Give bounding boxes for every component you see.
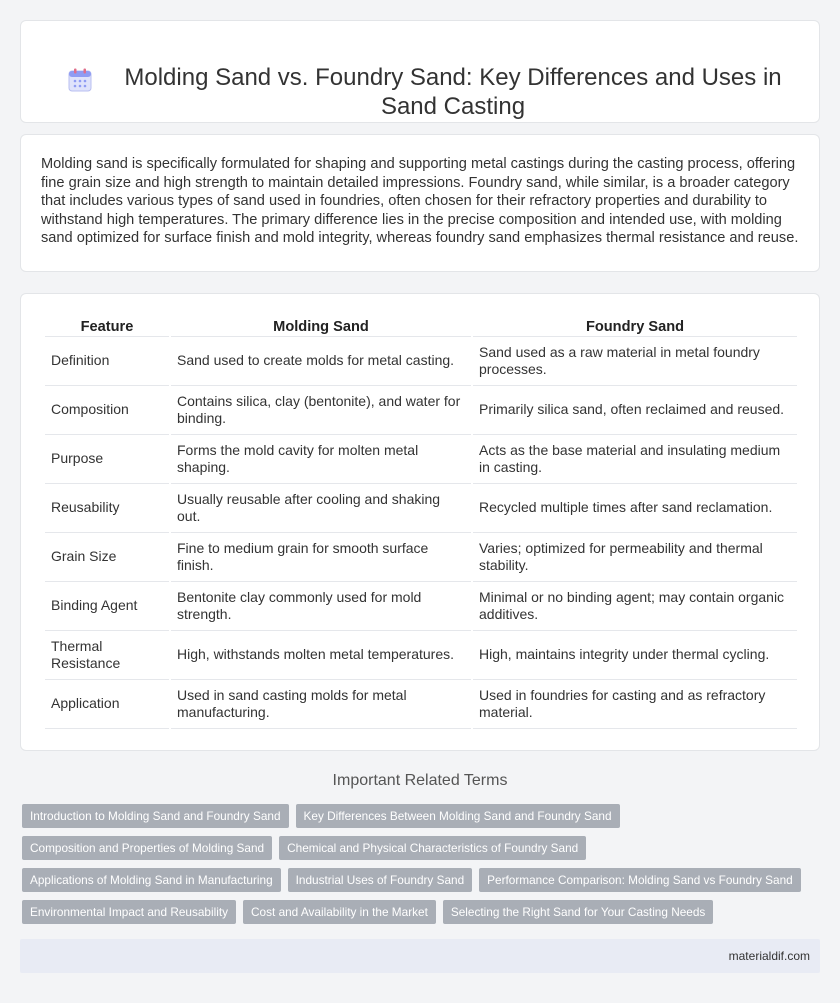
molding-cell: Contains silica, clay (bentonite), and water for binding.	[171, 386, 471, 435]
molding-cell: High, withstands molten metal temperatures.	[171, 631, 471, 680]
header-feature: Feature	[45, 316, 169, 337]
related-term-tag[interactable]: Industrial Uses of Foundry Sand	[288, 868, 473, 892]
tag-row	[22, 836, 822, 860]
tag-row	[22, 900, 822, 924]
footer	[20, 939, 820, 973]
comparison-table-card	[20, 293, 820, 751]
table-row	[45, 631, 797, 680]
calendar-icon	[67, 68, 93, 92]
table-row	[45, 435, 797, 484]
related-term-tag[interactable]: Applications of Molding Sand in Manufacturing	[22, 868, 281, 892]
molding-cell: Fine to medium grain for smooth surface finish.	[171, 533, 471, 582]
table-row	[45, 484, 797, 533]
related-term-tag[interactable]: Selecting the Right Sand for Your Casting Needs	[443, 900, 713, 924]
related-term-tag[interactable]: Introduction to Molding Sand and Foundry Sand	[22, 804, 289, 828]
header-foundry-sand: Foundry Sand	[473, 316, 797, 337]
foundry-cell: Sand used as a raw material in metal foundry processes.	[473, 337, 797, 386]
intro-card	[20, 134, 820, 272]
table-row	[45, 533, 797, 582]
foundry-cell: High, maintains integrity under thermal cycling.	[473, 631, 797, 680]
related-terms-heading: Important Related Terms	[332, 772, 508, 789]
table-row	[45, 582, 797, 631]
related-terms-list	[22, 804, 822, 932]
related-term-tag[interactable]: Composition and Properties of Molding Sand	[22, 836, 272, 860]
table-row	[45, 337, 797, 386]
comparison-table	[43, 316, 799, 729]
tag-row	[22, 804, 822, 828]
foundry-cell: Minimal or no binding agent; may contain organic additives.	[473, 582, 797, 631]
title-card	[20, 20, 820, 123]
table-header-row	[45, 316, 797, 337]
related-term-tag[interactable]: Environmental Impact and Reusability	[22, 900, 236, 924]
intro-paragraph: Molding sand is specifically formulated for shaping and supporting metal castings during the casting process, offering fine grain size and high strength to maintain detailed impressions. Foundry sand, while similar, is a broader category that includes various types of sand used in foundries, often chosen for their refractory properties and durability to withstand high temperatures. The primary difference lies in the precise composition and intended use, with molding sand optimized for surface finish and mold integrity, whereas foundry sand emphasizes thermal resistance and reuse.	[41, 156, 799, 246]
table-row	[45, 680, 797, 729]
related-term-tag[interactable]: Cost and Availability in the Market	[243, 900, 436, 924]
feature-cell: Thermal Resistance	[45, 631, 169, 680]
feature-cell: Binding Agent	[45, 582, 169, 631]
molding-cell: Bentonite clay commonly used for mold strength.	[171, 582, 471, 631]
tag-row	[22, 868, 822, 892]
foundry-cell: Recycled multiple times after sand reclamation.	[473, 484, 797, 533]
related-term-tag[interactable]: Chemical and Physical Characteristics of Foundry Sand	[279, 836, 586, 860]
table-row	[45, 386, 797, 435]
feature-cell: Composition	[45, 386, 169, 435]
molding-cell: Used in sand casting molds for metal manufacturing.	[171, 680, 471, 729]
foundry-cell: Varies; optimized for permeability and thermal stability.	[473, 533, 797, 582]
related-term-tag[interactable]: Performance Comparison: Molding Sand vs Foundry Sand	[479, 868, 801, 892]
foundry-cell: Acts as the base material and insulating medium in casting.	[473, 435, 797, 484]
feature-cell: Reusability	[45, 484, 169, 533]
related-term-tag[interactable]: Key Differences Between Molding Sand and Foundry Sand	[296, 804, 620, 828]
foundry-cell: Used in foundries for casting and as refractory material.	[473, 680, 797, 729]
feature-cell: Application	[45, 680, 169, 729]
foundry-cell: Primarily silica sand, often reclaimed and reused.	[473, 386, 797, 435]
molding-cell: Sand used to create molds for metal casting.	[171, 337, 471, 386]
feature-cell: Definition	[45, 337, 169, 386]
feature-cell: Purpose	[45, 435, 169, 484]
molding-cell: Forms the mold cavity for molten metal shaping.	[171, 435, 471, 484]
footer-site-link[interactable]: materialdif.com	[728, 949, 810, 963]
page-title: Molding Sand vs. Foundry Sand: Key Differences and Uses in Sand Casting	[124, 64, 782, 120]
feature-cell: Grain Size	[45, 533, 169, 582]
molding-cell: Usually reusable after cooling and shaking out.	[171, 484, 471, 533]
header-molding-sand: Molding Sand	[171, 316, 471, 337]
